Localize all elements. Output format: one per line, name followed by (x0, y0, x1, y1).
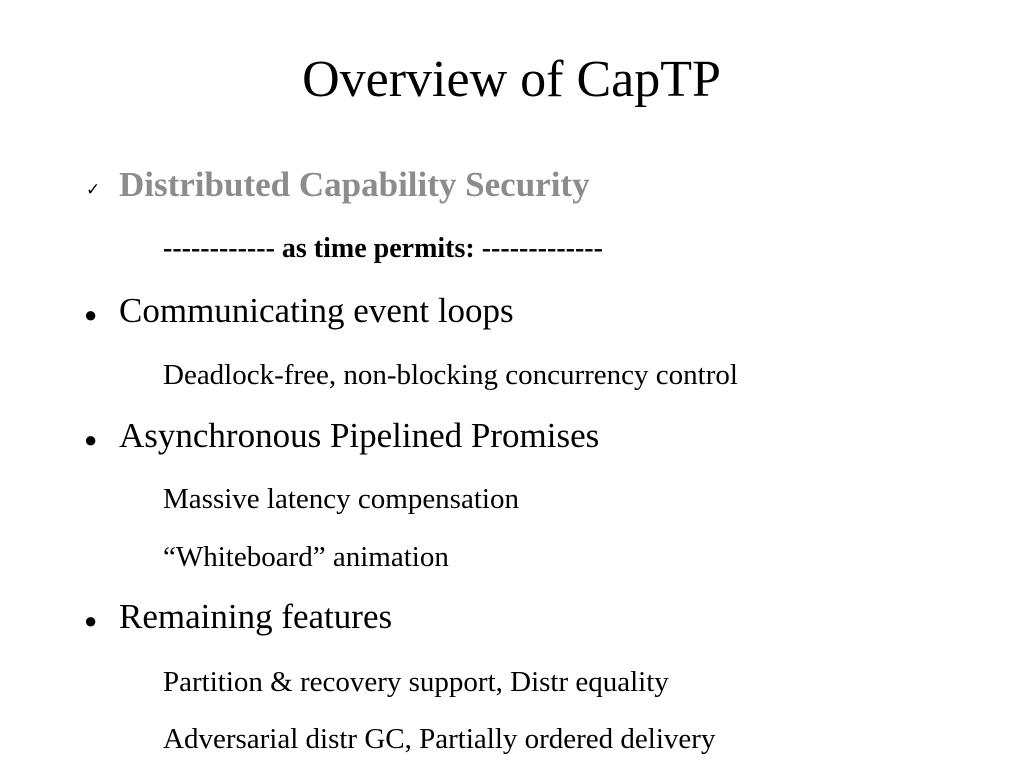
bullet-item-communicating-event-loops: Communicating event loops (119, 291, 514, 330)
sub-item-whiteboard-animation: “Whiteboard” animation (163, 541, 449, 573)
sub-item-partition-recovery: Partition & recovery support, Distr equality (163, 666, 669, 698)
sub-item-adversarial-distr-gc: Adversarial distr GC, Partially ordered delivery (163, 723, 716, 755)
checkmark-icon: ✓ (86, 180, 101, 200)
bullet-icon: ● (84, 427, 98, 452)
bullet-item-remaining-features: Remaining features (119, 597, 393, 636)
bullet-icon: ● (84, 302, 98, 327)
slide-title: Overview of CapTP (302, 51, 721, 108)
sub-item-deadlock-free: Deadlock-free, non-blocking concurrency control (163, 359, 738, 391)
separator-as-time-permits: ------------ as time permits: ------------- (163, 233, 603, 264)
bullet-item-asynchronous-pipelined-promises: Asynchronous Pipelined Promises (119, 416, 600, 455)
bullet-icon: ● (84, 608, 98, 633)
sub-item-massive-latency-compensation: Massive latency compensation (163, 483, 519, 515)
bullet-item-distributed-capability-security: Distributed Capability Security (119, 165, 590, 204)
